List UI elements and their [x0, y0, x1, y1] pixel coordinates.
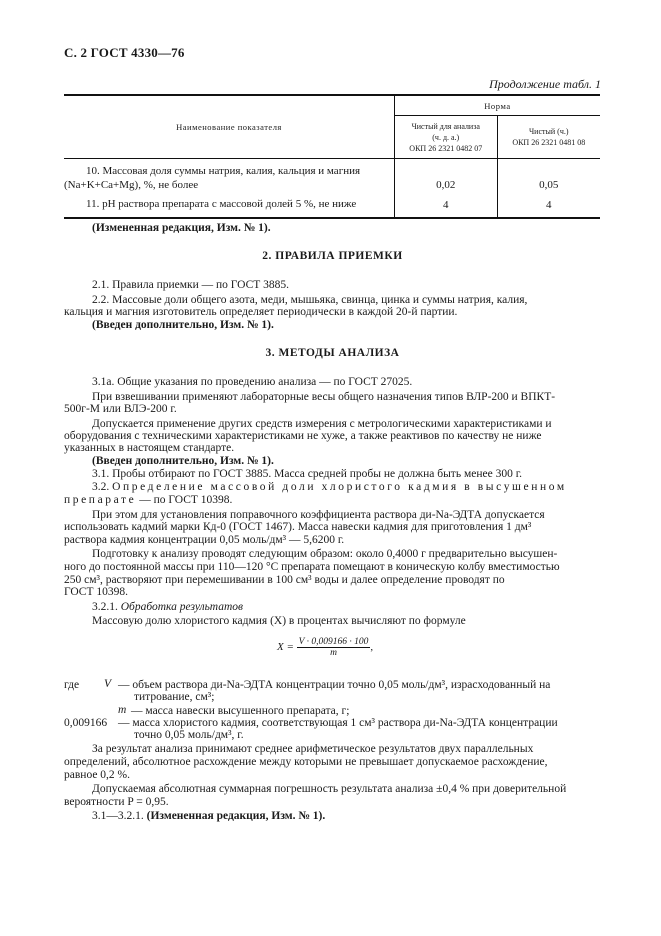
paragraph-3-1a: 3.1а. Общие указания по проведению анализа — по ГОСТ 27025. — [92, 376, 413, 388]
revision-note: (Измененная редакция, Изм. № 1). — [92, 222, 271, 234]
symbol-constant: 0,009166 — [64, 717, 108, 729]
row-value-cda: 0,02 — [394, 159, 497, 193]
properties-table — [64, 94, 600, 219]
column-header-norm: Норма — [394, 95, 600, 116]
weighing-line: При взвешивании применяют лабораторные весы общего назначения типов ВЛР-200 и ВПКТ- — [92, 391, 556, 403]
table-row — [64, 192, 600, 218]
row-value-ch: 4 — [497, 192, 600, 218]
definition-v-cont: титрование, см³; — [134, 691, 215, 703]
symbol-m: m — [118, 704, 127, 716]
paragraph-3-2-cont: препарате — по ГОСТ 10398. — [64, 494, 233, 506]
addition-note: (Введен дополнительно, Изм. № 1). — [92, 455, 274, 467]
formula-intro: Массовую долю хлористого кадмия (X) в процентах вычисляют по формуле — [92, 615, 466, 627]
final-revision-note: 3.1—3.2.1. (Измененная редакция, Изм. № 1). — [92, 810, 326, 822]
preparation-line: 250 см³, растворяют при перемешивании в 100 см³ воды и далее определение проводят по — [64, 574, 505, 586]
paragraph-2-2-line: 2.2. Массовые доли общего азота, меди, мышьяка, свинца, цинка и суммы натрия, калия, — [92, 294, 528, 306]
paragraph-3-2-1: 3.2.1. Обработка результатов — [92, 601, 243, 613]
preparation-line: ГОСТ 10398. — [64, 586, 129, 598]
result-line: равное 0,2 %. — [64, 769, 131, 781]
error-line: Допускаемая абсолютная суммарная погрешность результата анализа ±0,4 % при доверительной — [92, 783, 567, 795]
page-header: С. 2 ГОСТ 4330—76 — [64, 45, 185, 60]
correction-line: раствора кадмия концентрации 0,05 моль/дм³ — 5,6200 г. — [64, 534, 345, 546]
allowance-line: оборудования с техническими характеристиками не хуже, а также реактивов по качеству не ниже — [64, 430, 542, 442]
section-title-acceptance: 2. ПРАВИЛА ПРИЕМКИ — [262, 250, 403, 262]
result-line: За результат анализа принимают среднее арифметическое результатов двух параллельных — [92, 743, 534, 755]
row-name: 11. pH раствора препарата с массовой долей 5 %, не ниже — [64, 192, 394, 218]
preparation-line: Подготовку к анализу проводят следующим образом: около 0,4000 г предварительно высушен- — [92, 548, 558, 560]
paragraph-3-1: 3.1. Пробы отбирают по ГОСТ 3885. Масса средней пробы не должна быть менее 300 г. — [92, 468, 522, 480]
paragraph-2-1: 2.1. Правила приемки — по ГОСТ 3885. — [92, 279, 290, 291]
paragraph-2-2-line: кальция и магния изготовитель определяет периодически в каждой 20-й партии. — [64, 306, 458, 318]
row-name: 10. Массовая доля суммы натрия, калия, кальция и магния (Na+K+Ca+Mg), %, не более — [64, 165, 361, 191]
addition-note: (Введен дополнительно, Изм. № 1). — [92, 319, 274, 331]
row-value-cda: 4 — [394, 192, 497, 218]
column-header-name: Наименование показателя — [64, 95, 394, 159]
allowance-line: Допускается применение других средств измерения с метрологическими характеристиками и — [92, 418, 552, 430]
allowance-line: указанных в настоящем стандарте. — [64, 442, 235, 454]
correction-line: использовать кадмий марки Кд-0 (ГОСТ 1467). Масса навески кадмия для приготовления 1 дм³ — [64, 521, 532, 533]
formula: X = $\frac{V \cdot 0,009166 \cdot 100}{m}$ , — [277, 637, 374, 658]
definition-v: — объем раствора ди-Na-ЭДТА концентрации точно 0,05 моль/дм³, израсходованный на — [118, 679, 551, 691]
definition-constant: — масса хлористого кадмия, соответствующая 1 см³ раствора ди-Na-ЭДТА концентрации — [118, 717, 558, 729]
definition-m: — масса навески высушенного препарата, г; — [131, 705, 350, 717]
symbol-v: V — [104, 678, 112, 690]
result-line: определений, абсолютное расхождение между которыми не превышает допускаемое расхождение, — [64, 756, 548, 768]
weighing-line: 500г-М или ВЛЭ-200 г. — [64, 403, 177, 415]
column-header-cda: Чистый для анализа (ч. д. а.) ОКП 26 2321 0482 07 — [394, 116, 497, 159]
table-row — [64, 159, 600, 193]
where-label: где — [64, 679, 80, 691]
section-title-methods: 3. МЕТОДЫ АНАЛИЗА — [265, 347, 400, 359]
column-header-ch: Чистый (ч.) ОКП 26 2321 0481 08 — [497, 116, 600, 159]
error-line: вероятности P = 0,95. — [64, 796, 169, 808]
correction-line: При этом для установления поправочного коэффициента раствора ди-Na-ЭДТА допускается — [92, 509, 545, 521]
table-continuation-label: Продолжение табл. 1 — [489, 77, 601, 91]
preparation-line: ного до постоянной массы при 110—120 °С препарата помещают в коническую колбу вместимостью — [64, 561, 560, 573]
paragraph-3-2: 3.2. Определение массовой доли хлористого кадмия в высушенном — [92, 481, 567, 493]
row-value-ch: 0,05 — [497, 159, 600, 193]
definition-constant-cont: точно 0,05 моль/дм³, г. — [134, 729, 244, 741]
